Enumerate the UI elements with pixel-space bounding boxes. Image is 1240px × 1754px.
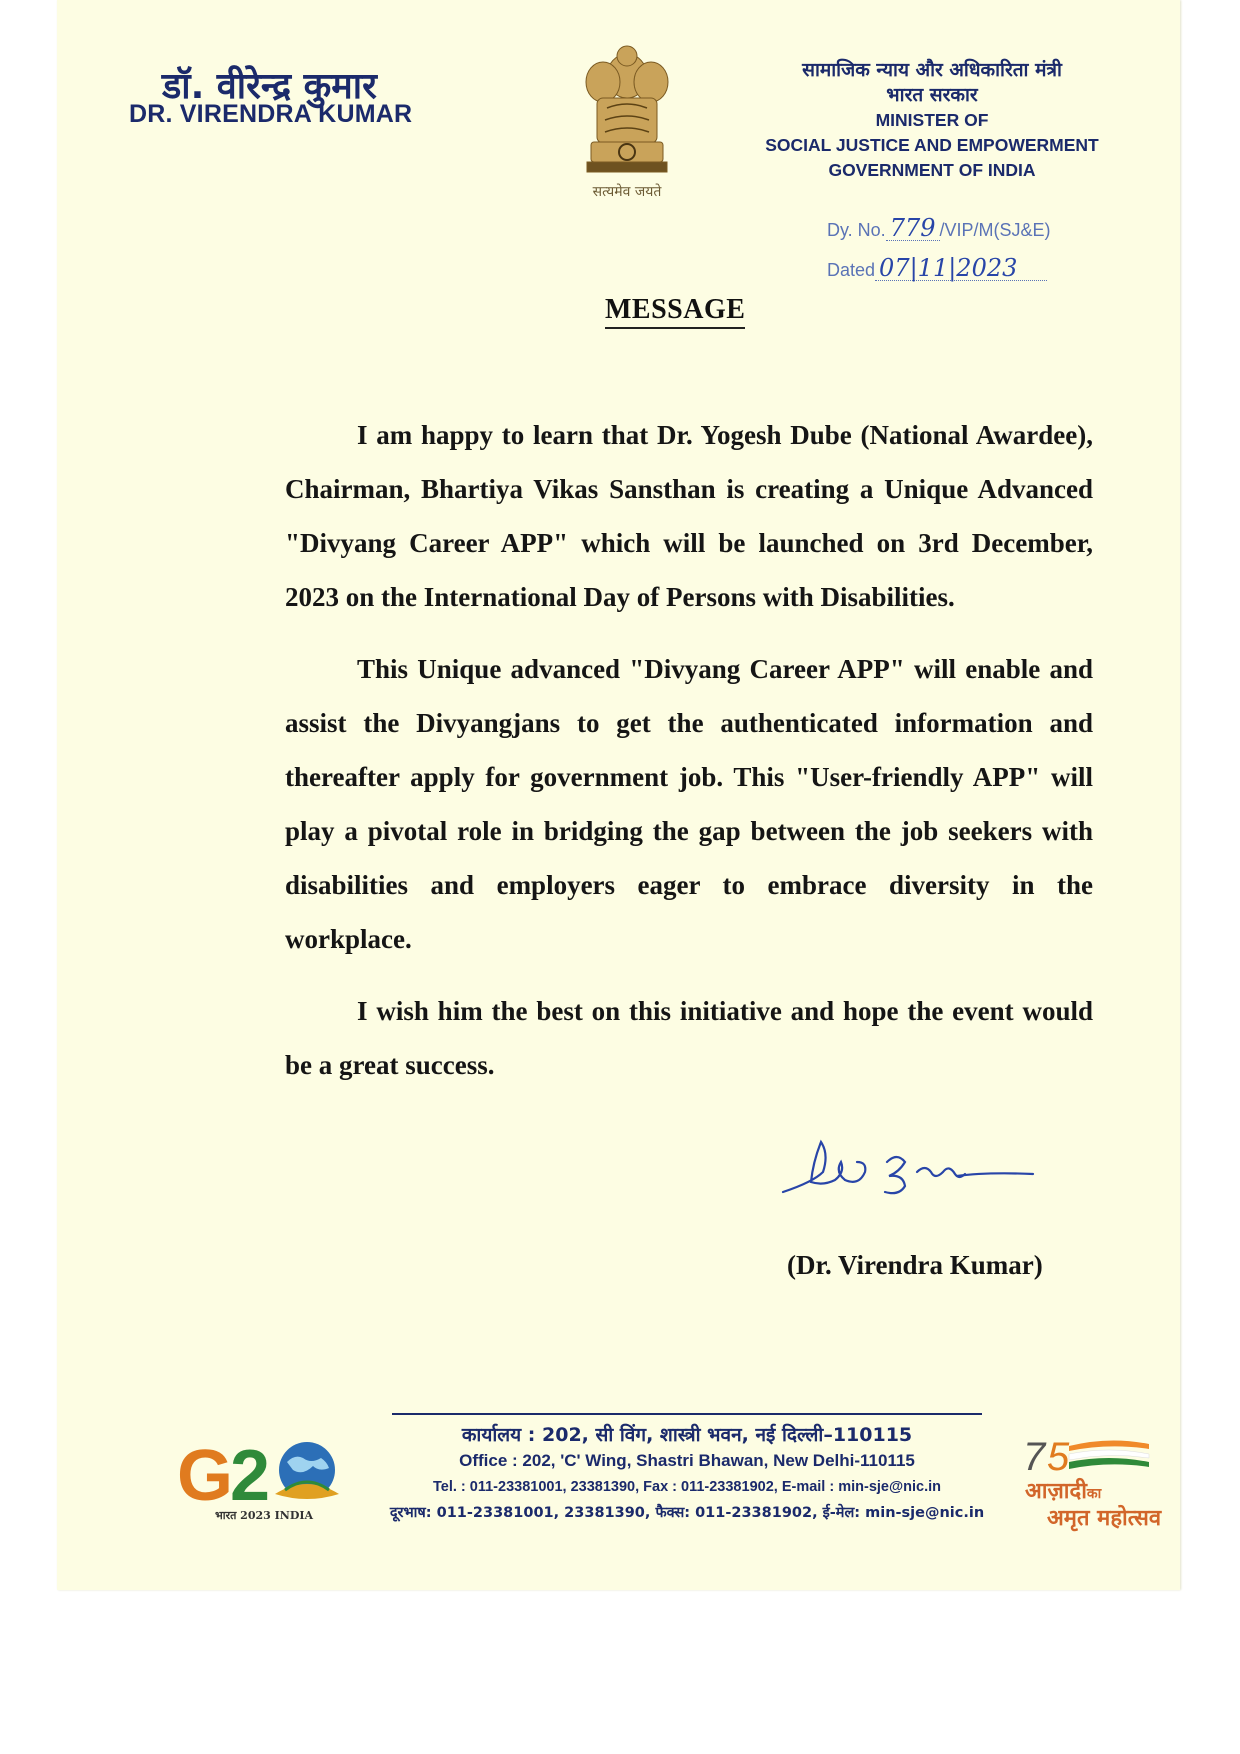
- svg-text:5: 5: [1047, 1435, 1070, 1477]
- contact-hindi: दूरभाष: 011-23381001, 23381390, फैक्स: 011-23381902, ई-मेल: min-sje@nic.in: [389, 1505, 985, 1521]
- contact-english: Tel. : 011-23381001, 23381390, Fax : 011-23381902, E-mail : min-sje@nic.in: [433, 1479, 941, 1495]
- message-title: MESSAGE: [605, 294, 745, 329]
- footer-divider: [392, 1413, 982, 1415]
- azadi-text-line2: अमृत महोत्सव: [1047, 1506, 1162, 1531]
- svg-text:7: 7: [1023, 1435, 1046, 1477]
- message-paragraph: I am happy to learn that Dr. Yogesh Dube (National Awardee), Chairman, Bhartiya Vikas Sansthan is creating a Unique Advanced "Divyang Career APP" which will be launched on 3rd December, 2023 on the International Day of Persons with Disabilities.: [285, 420, 1093, 612]
- letterhead-page: [57, 0, 1180, 1590]
- message-paragraph: I wish him the best on this initiative and hope the event would be a great success.: [285, 996, 1093, 1080]
- azadi-ka: का: [1086, 1486, 1102, 1502]
- dated-label: Dated: [827, 260, 876, 280]
- minister-name-hindi: डॉ. वीरेन्द्र कुमार: [162, 66, 377, 107]
- office-address-hindi: कार्यालय : 202, सी विंग, शास्त्री भवन, नई दिल्ली–110115: [461, 1424, 913, 1446]
- g20-logo-icon: [175, 1432, 360, 1512]
- azadi-ka-amrit-mahotsav-logo-icon: [1017, 1432, 1157, 1477]
- ministry-english-line1: MINISTER OF: [875, 110, 989, 130]
- ministry-english-line3: GOVERNMENT OF INDIA: [828, 160, 1036, 180]
- ministry-hindi-line2: भारत सरकार: [886, 84, 978, 106]
- diary-number-suffix: /VIP/M(SJ&E): [939, 220, 1051, 240]
- office-address-english: Office : 202, 'C' Wing, Shastri Bhawan, New Delhi-110115: [459, 1451, 915, 1470]
- message-body: [285, 408, 1093, 1110]
- signer-name: (Dr. Virendra Kumar): [787, 1250, 1043, 1280]
- minister-name-english: DR. VIRENDRA KUMAR: [129, 100, 413, 128]
- azadi-word: आज़ादी: [1025, 1479, 1087, 1504]
- dated-row: [827, 254, 1047, 282]
- message-paragraph: This Unique advanced "Divyang Career APP" will enable and assist the Divyangjans to get the authenticated information and thereafter apply for government job. This "User-friendly APP" will play a pivotal role in bridging the gap between the job seekers with disabilities and employers eager to embrace diversity in the workplace.: [285, 654, 1093, 954]
- diary-number-label: Dy. No.: [827, 220, 886, 240]
- emblem-motto: सत्यमेव जयते: [592, 184, 662, 200]
- diary-number-row: [827, 214, 1051, 242]
- ministry-block: [747, 58, 1117, 183]
- dated-value: 07|11|2023: [879, 254, 1018, 282]
- ministry-hindi-line1: सामाजिक न्याय और अधिकारिता मंत्री: [802, 59, 1062, 81]
- handwritten-signature-icon: [777, 1132, 1037, 1212]
- svg-text:G: G: [177, 1436, 234, 1512]
- footer-contact: [387, 1422, 987, 1526]
- azadi-text-line1: [1025, 1475, 1101, 1505]
- svg-text:2: 2: [230, 1436, 271, 1512]
- ministry-english-line2: SOCIAL JUSTICE AND EMPOWERMENT: [765, 135, 1099, 155]
- g20-caption: भारत 2023 INDIA: [215, 1509, 314, 1522]
- diary-number-value: 779: [889, 214, 936, 242]
- ashoka-emblem-icon: [567, 38, 687, 183]
